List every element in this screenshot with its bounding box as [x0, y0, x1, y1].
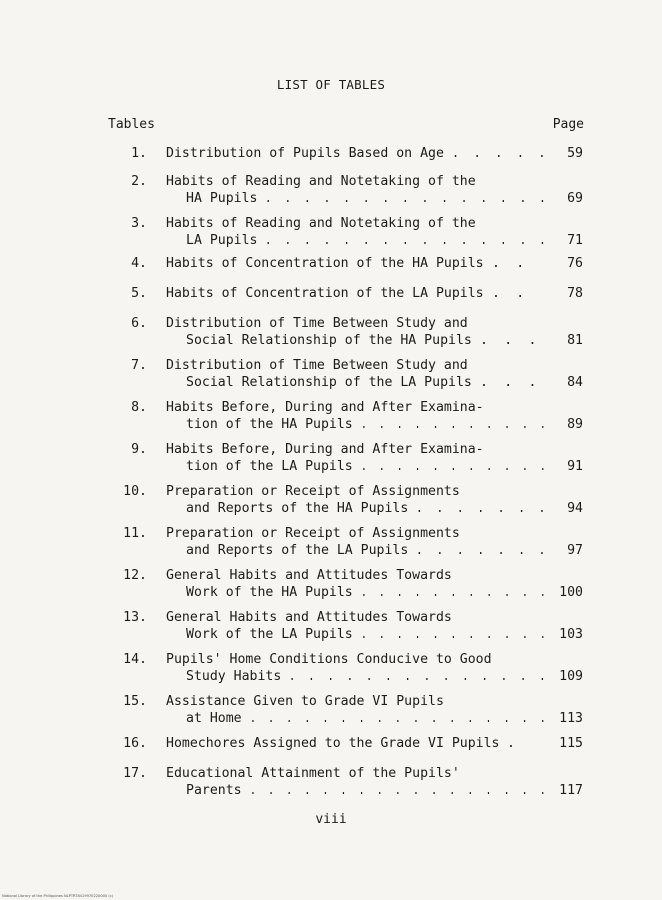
table-number: 13.	[123, 610, 147, 625]
header-page: Page	[552, 117, 584, 132]
table-title: Preparation or Receipt of Assignments	[166, 484, 460, 499]
table-title: Habits Before, During and After Examina-	[166, 442, 484, 457]
page-number: 84	[567, 375, 583, 390]
table-title: Distribution of Time Between Study and	[166, 316, 468, 331]
dot-leaders: . . . . . . . . . . . . . . .	[265, 233, 550, 248]
page-number: 113	[559, 711, 583, 726]
dot-leaders: . . . . . . .	[416, 543, 549, 558]
header-tables: Tables	[108, 117, 155, 132]
table-number: 6.	[131, 316, 147, 331]
table-title: Assistance Given to Grade VI Pupils	[166, 694, 444, 709]
table-number: 4.	[131, 256, 147, 271]
table-number: 15.	[123, 694, 147, 709]
dot-leaders: . . . . . . . . . . . . . . .	[265, 191, 550, 206]
table-number: 2.	[131, 174, 147, 189]
page-number: 103	[559, 627, 583, 642]
page-number: 59	[567, 146, 583, 161]
table-number: 16.	[123, 736, 147, 751]
table-title-continued: tion of the HA Pupils	[186, 417, 353, 432]
table-title-continued: at Home	[186, 711, 242, 726]
dot-leaders: . . . . . . . . . . .	[361, 459, 549, 474]
table-title: Habits of Reading and Notetaking of the	[166, 216, 476, 231]
library-footer: National Library of the Philippines NLPTRT8419970220000 (c)	[2, 894, 114, 898]
dot-leaders: . . . . . . . . . . . . . . . . .	[250, 783, 549, 798]
dot-leaders: . .	[492, 256, 529, 271]
table-number: 7.	[131, 358, 147, 373]
page-number: 115	[559, 736, 583, 751]
table-title-continued: and Reports of the LA Pupils	[186, 543, 409, 558]
dot-leaders: . . . . . . .	[416, 501, 549, 516]
table-title: Educational Attainment of the Pupils'	[166, 766, 460, 781]
dot-leaders: . . . . . . . . . . .	[361, 417, 549, 432]
page-number: 78	[567, 286, 583, 301]
table-number: 14.	[123, 652, 147, 667]
table-title: Habits of Concentration of the HA Pupils	[166, 256, 484, 271]
page-number: 117	[559, 783, 583, 798]
dot-leaders: . .	[492, 286, 529, 301]
dot-leaders: . . .	[480, 333, 541, 348]
table-title-continued: Parents	[186, 783, 242, 798]
table-title-continued: HA Pupils	[186, 191, 258, 206]
page-number: 81	[567, 333, 583, 348]
table-number: 12.	[123, 568, 147, 583]
table-number: 17.	[123, 766, 147, 781]
table-title-continued: Study Habits	[186, 669, 282, 684]
page-number: 71	[567, 233, 583, 248]
table-number: 8.	[131, 400, 147, 415]
page-number: 89	[567, 417, 583, 432]
table-number: 10.	[123, 484, 147, 499]
page-folio: viii	[315, 812, 347, 827]
table-title: Preparation or Receipt of Assignments	[166, 526, 460, 541]
dot-leaders: . . . . . . . . . . . . . . . . .	[250, 711, 549, 726]
table-title-continued: Social Relationship of the HA Pupils	[186, 333, 472, 348]
table-title-continued: Work of the LA Pupils	[186, 627, 353, 642]
page-number: 94	[567, 501, 583, 516]
table-title: Homechores Assigned to the Grade VI Pupils	[166, 736, 500, 751]
dot-leaders: . . . . . . . . . . .	[361, 585, 549, 600]
table-title-continued: and Reports of the HA Pupils	[186, 501, 409, 516]
table-title-continued: LA Pupils	[186, 233, 258, 248]
table-title-continued: Social Relationship of the LA Pupils	[186, 375, 472, 390]
dot-leaders: . . . . .	[452, 146, 550, 161]
table-number: 11.	[123, 526, 147, 541]
table-title-continued: tion of the LA Pupils	[186, 459, 353, 474]
dot-leaders: . . . . . . . . . . . . . .	[289, 669, 549, 684]
dot-leaders: . . . . . . . . . . .	[361, 627, 549, 642]
table-title: Habits Before, During and After Examina-	[166, 400, 484, 415]
page-number: 69	[567, 191, 583, 206]
table-number: 5.	[131, 286, 147, 301]
table-title: General Habits and Attitudes Towards	[166, 610, 452, 625]
table-number: 9.	[131, 442, 147, 457]
table-title: Habits of Concentration of the LA Pupils	[166, 286, 484, 301]
page-number: 76	[567, 256, 583, 271]
page-number: 97	[567, 543, 583, 558]
page-number: 91	[567, 459, 583, 474]
table-number: 3.	[131, 216, 147, 231]
dot-leaders: .	[507, 736, 520, 751]
table-title: Habits of Reading and Notetaking of the	[166, 174, 476, 189]
table-title: General Habits and Attitudes Towards	[166, 568, 452, 583]
page-title: LIST OF TABLES	[276, 77, 386, 92]
table-title: Distribution of Time Between Study and	[166, 358, 468, 373]
dot-leaders: . . .	[480, 375, 541, 390]
table-title-continued: Work of the HA Pupils	[186, 585, 353, 600]
page-number: 109	[559, 669, 583, 684]
page-number: 100	[559, 585, 583, 600]
table-number: 1.	[131, 146, 147, 161]
table-title: Distribution of Pupils Based on Age	[166, 146, 444, 161]
table-title: Pupils' Home Conditions Conducive to Good	[166, 652, 492, 667]
